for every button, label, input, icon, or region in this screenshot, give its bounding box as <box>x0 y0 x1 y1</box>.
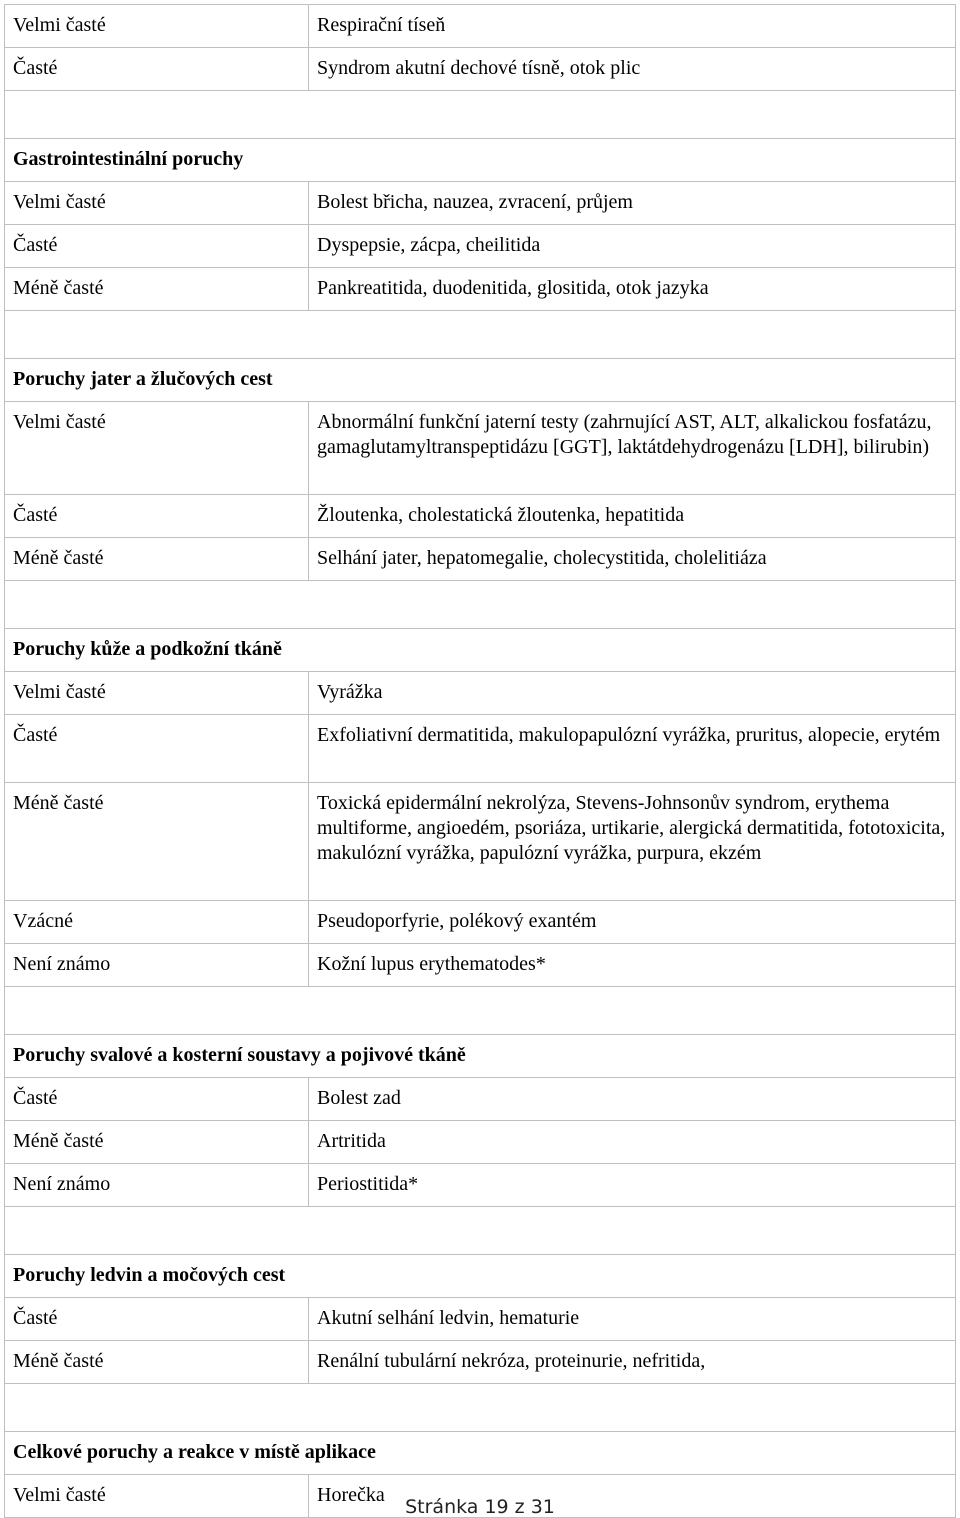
section-title: Poruchy kůže a podkožní tkáně <box>5 629 956 672</box>
table-row <box>5 944 956 987</box>
adverse-effects-table <box>4 4 956 1518</box>
table-row <box>5 783 956 901</box>
effects-cell: Kožní lupus erythematodes* <box>309 944 956 987</box>
section-title: Poruchy ledvin a močových cest <box>5 1255 956 1298</box>
effects-cell: Bolest břicha, nauzea, zvracení, průjem <box>309 182 956 225</box>
table-row <box>5 715 956 783</box>
table-row <box>5 1341 956 1384</box>
effects-cell: Horečka <box>309 1475 956 1518</box>
page-number: Stránka 19 z 31 <box>405 1496 555 1518</box>
section-title: Celkové poruchy a reakce v místě aplikace <box>5 1432 956 1475</box>
effects-cell: Pankreatitida, duodenitida, glositida, otok jazyka <box>309 268 956 311</box>
table-row <box>5 48 956 91</box>
frequency-cell: Méně časté <box>5 268 309 311</box>
spacer-row <box>5 1207 956 1255</box>
section-title: Gastrointestinální poruchy <box>5 139 956 182</box>
spacer-row <box>5 987 956 1035</box>
section-header-row <box>5 1035 956 1078</box>
table-row <box>5 495 956 538</box>
frequency-cell: Časté <box>5 1078 309 1121</box>
section-title: Poruchy jater a žlučových cest <box>5 359 956 402</box>
frequency-cell: Velmi časté <box>5 182 309 225</box>
frequency-cell: Časté <box>5 225 309 268</box>
frequency-cell: Velmi časté <box>5 672 309 715</box>
effects-cell: Pseudoporfyrie, polékový exantém <box>309 901 956 944</box>
effects-cell: Exfoliativní dermatitida, makulopapulózní vyrážka, pruritus, alopecie, erytém <box>309 715 956 783</box>
frequency-cell: Časté <box>5 715 309 783</box>
spacer-row <box>5 1384 956 1432</box>
effects-cell: Periostitida* <box>309 1164 956 1207</box>
table-row <box>5 538 956 581</box>
frequency-cell: Méně časté <box>5 783 309 901</box>
effects-cell: Akutní selhání ledvin, hematurie <box>309 1298 956 1341</box>
effects-cell: Renální tubulární nekróza, proteinurie, nefritida, <box>309 1341 956 1384</box>
section-header-row <box>5 1255 956 1298</box>
frequency-cell: Velmi časté <box>5 5 309 48</box>
frequency-cell: Velmi časté <box>5 1475 309 1518</box>
section-header-row <box>5 359 956 402</box>
table-row <box>5 1164 956 1207</box>
effects-cell: Dyspepsie, zácpa, cheilitida <box>309 225 956 268</box>
table-row <box>5 268 956 311</box>
section-title: Poruchy svalové a kosterní soustavy a pojivové tkáně <box>5 1035 956 1078</box>
frequency-cell: Vzácné <box>5 901 309 944</box>
table-row <box>5 5 956 48</box>
frequency-cell: Časté <box>5 495 309 538</box>
effects-cell: Selhání jater, hepatomegalie, cholecystitida, cholelitiáza <box>309 538 956 581</box>
section-header-row <box>5 139 956 182</box>
table-row <box>5 402 956 495</box>
frequency-cell: Není známo <box>5 1164 309 1207</box>
effects-cell: Respirační tíseň <box>309 5 956 48</box>
table-row <box>5 225 956 268</box>
table-row <box>5 1298 956 1341</box>
table-row <box>5 1078 956 1121</box>
spacer-row <box>5 581 956 629</box>
table-row <box>5 672 956 715</box>
section-header-row <box>5 1432 956 1475</box>
table-row <box>5 1121 956 1164</box>
effects-cell: Bolest zad <box>309 1078 956 1121</box>
effects-cell: Toxická epidermální nekrolýza, Stevens-Johnsonův syndrom, erythema multiforme, angioedém, psoriáza, urtikarie, alergická dermatitida, fototoxicita, makulózní vyrážka, papulózní vyrážka, purpura, ekzém <box>309 783 956 901</box>
effects-cell: Žloutenka, cholestatická žloutenka, hepatitida <box>309 495 956 538</box>
effects-cell: Vyrážka <box>309 672 956 715</box>
table-row <box>5 901 956 944</box>
table-row <box>5 182 956 225</box>
adverse-effects-document <box>4 4 955 1518</box>
frequency-cell: Není známo <box>5 944 309 987</box>
effects-cell: Syndrom akutní dechové tísně, otok plic <box>309 48 956 91</box>
frequency-cell: Časté <box>5 1298 309 1341</box>
spacer-row <box>5 91 956 139</box>
frequency-cell: Méně časté <box>5 1121 309 1164</box>
frequency-cell: Časté <box>5 48 309 91</box>
effects-cell: Abnormální funkční jaterní testy (zahrnující AST, ALT, alkalickou fosfatázu, gamaglutamyltranspeptidázu [GGT], laktátdehydrogenázu [LDH], bilirubin) <box>309 402 956 495</box>
spacer-row <box>5 311 956 359</box>
frequency-cell: Méně časté <box>5 538 309 581</box>
frequency-cell: Méně časté <box>5 1341 309 1384</box>
frequency-cell: Velmi časté <box>5 402 309 495</box>
effects-cell: Artritida <box>309 1121 956 1164</box>
section-header-row <box>5 629 956 672</box>
